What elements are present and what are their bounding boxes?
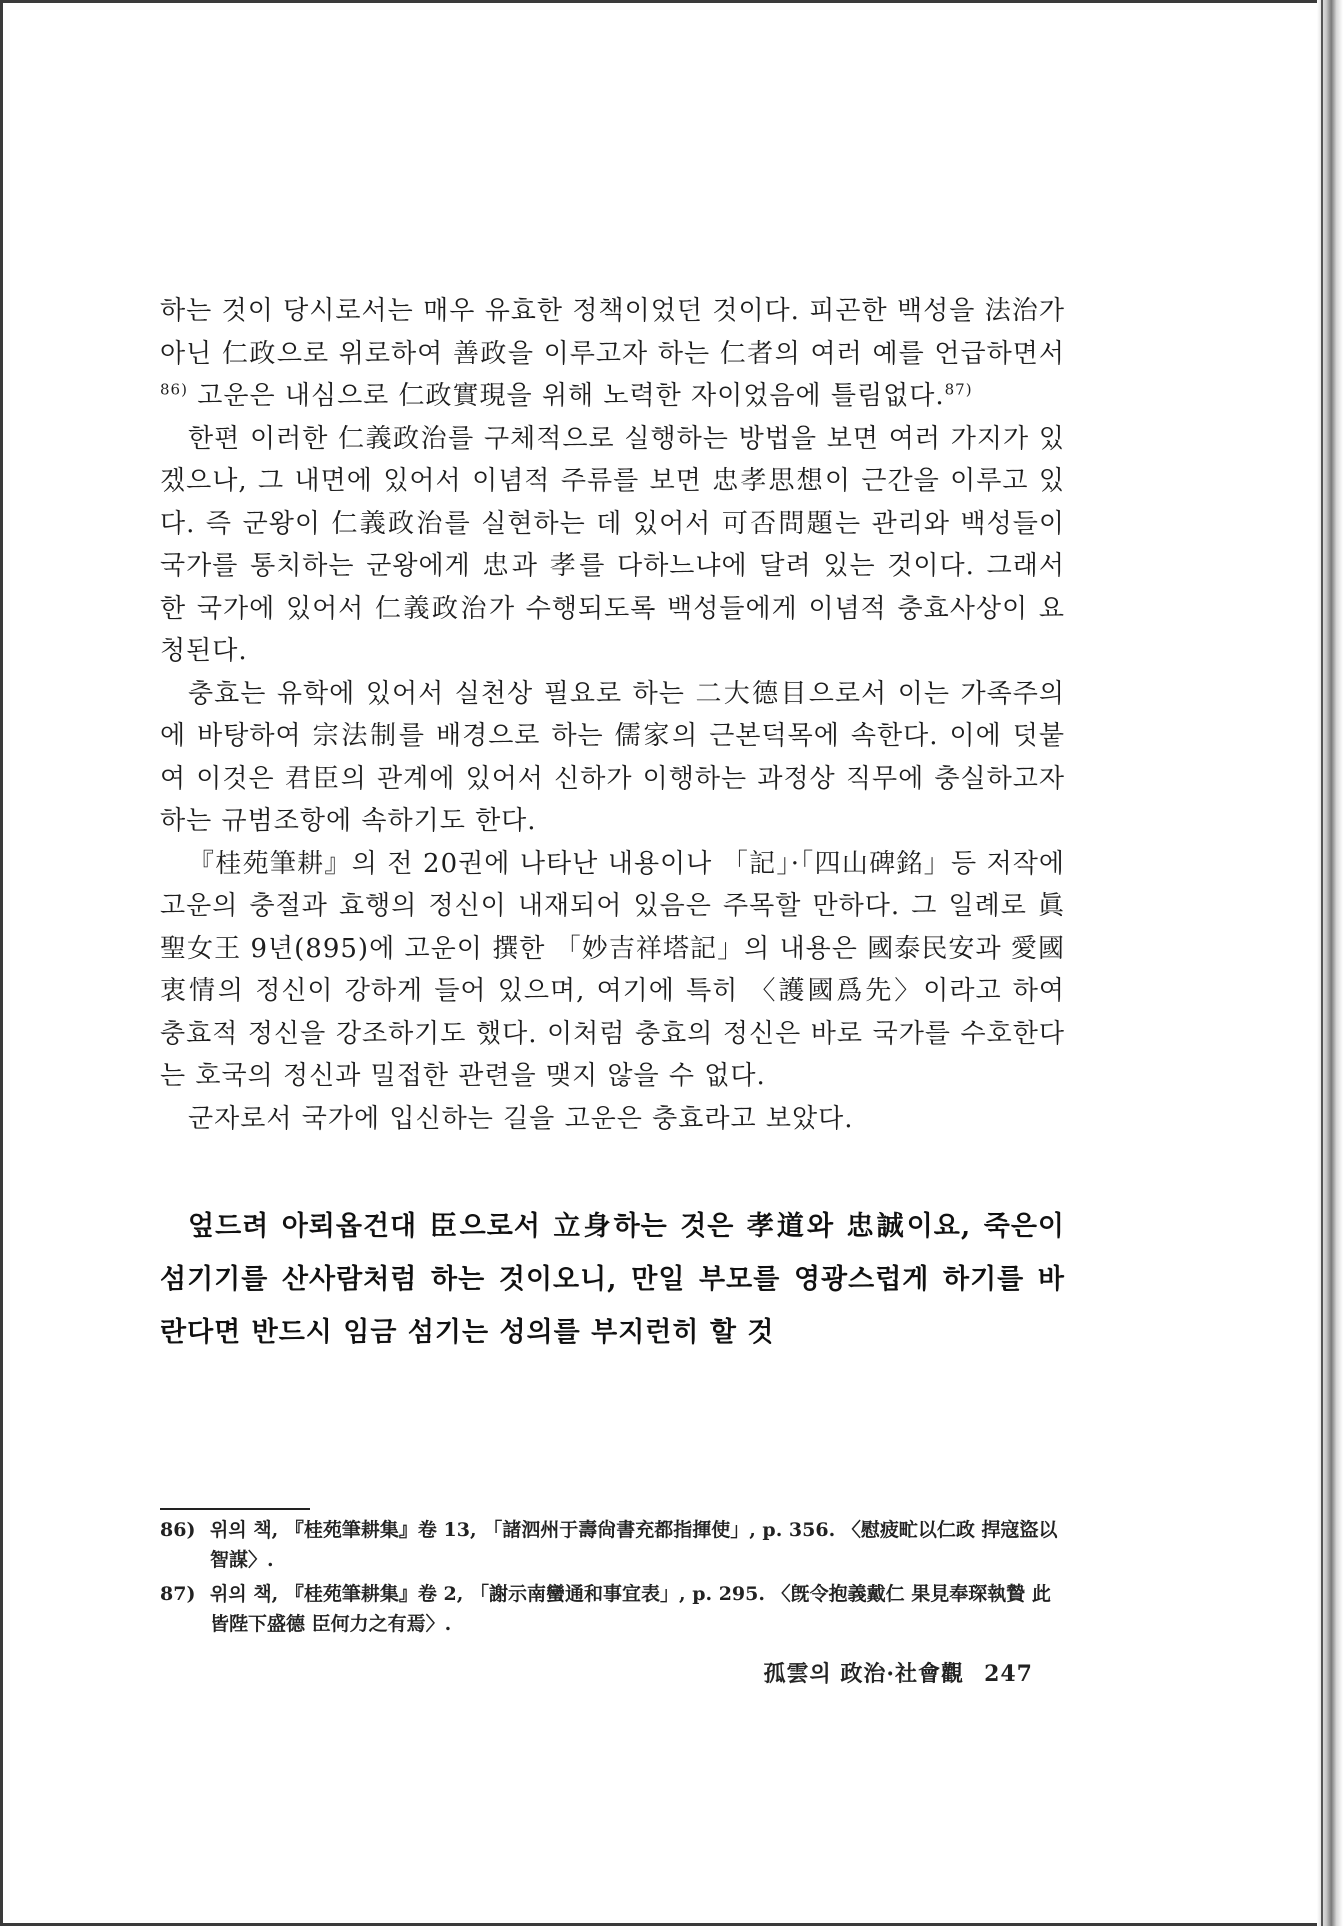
- running-title: 孤雲의 政治·社會觀: [763, 1661, 965, 1687]
- paragraph-5: 군자로서 국가에 입신하는 길을 고운은 충효라고 보았다.: [188, 1103, 854, 1134]
- footnote-text: 위의 책, 『桂苑筆耕集』卷 2, 「謝示南蠻通和事宜表」, p. 295. 〈旣令抱義戴仁 果見奉琛執贄 此皆陛下盛德 臣何力之有焉〉.: [210, 1583, 1051, 1635]
- footnotes: [160, 1515, 1065, 1643]
- page-number: 247: [984, 1661, 1033, 1687]
- paragraph-1-text: 하는 것이 당시로서는 매우 유효한 정책이었던 것이다. 피곤한 백성을 法治가 아닌 仁政으로 위로하여 善政을 이루고자 하는 仁者의 여러 예를 언급하면서: [160, 296, 1065, 369]
- footnote-86: [160, 1515, 1065, 1575]
- paragraph-2: 한편 이러한 仁義政治를 구체적으로 실행하는 방법을 보면 여러 가지가 있겠으나, 그 내면에 있어서 이념적 주류를 보면 忠孝思想이 근간을 이루고 있다. 즉 군왕이 仁義政治를 실현하는 데 있어서 可否問題는 관리와 백성들이 국가를 통치하는 군왕에게 忠과 孝를 다하느냐에 달려 있는 것이다. 그래서 한 국가에 있어서 仁義政治가 수행되도록 백성들에게 이념적 충효사상이 요청된다.: [160, 423, 1065, 666]
- paragraph-1-continued: 고운은 내심으로 仁政實現을 위해 노력한 자이었음에 틀림없다.: [187, 381, 945, 411]
- book-spine-edge: [1321, 0, 1323, 1926]
- paragraph-3: 충효는 유학에 있어서 실천상 필요로 하는 二大德目으로서 이는 가족주의에 바탕하여 宗法制를 배경으로 하는 儒家의 근본덕목에 속한다. 이에 덧붙여 이것은 君臣의 관계에 있어서 신하가 이행하는 과정상 직무에 충실하고자 하는 규범조항에 속하기도 한다.: [160, 678, 1065, 836]
- main-text: [160, 290, 1065, 1359]
- footnote-number: 86): [160, 1519, 196, 1541]
- footnote-87: [160, 1579, 1065, 1639]
- footnote-ref-86: 86): [160, 380, 188, 399]
- footnote-text: 위의 책, 『桂苑筆耕集』卷 13, 「諸泗州于壽尙書充都指揮使」, p. 356. 〈慰疲甿以仁政 捍寇盜以智謀〉.: [210, 1519, 1058, 1571]
- paragraph-1: [160, 290, 1065, 418]
- footnote-number: 87): [160, 1583, 196, 1605]
- block-quote: 엎드려 아뢰옵건대 臣으로서 立身하는 것은 孝道와 忠誠이요, 죽은이 섬기기를 산사람처럼 하는 것이오니, 만일 부모를 영광스럽게 하기를 바란다면 반드시 임금 섬기는 성의를 부지런히 할 것: [160, 1211, 1065, 1348]
- footnote-ref-87: 87): [944, 380, 973, 399]
- running-footer: [763, 1657, 1033, 1688]
- footnote-divider: [160, 1508, 310, 1510]
- paragraph-4: 『桂苑筆耕』의 전 20권에 나타난 내용이나 「記」·「四山碑銘」등 저작에 고운의 충절과 효행의 정신이 내재되어 있음은 주목할 만하다. 그 일례로 眞聖女王 9년(895)에 고운이 撰한 「妙吉祥塔記」의 내용은 國泰民安과 愛國衷情의 정신이 강하게 들어 있으며, 여기에 특히 〈護國爲先〉이라고 하여 충효적 정신을 강조하기도 했다. 이처럼 충효의 정신은 바로 국가를 수호한다는 호국의 정신과 밀접한 관련을 맺지 않을 수 없다.: [160, 848, 1065, 1091]
